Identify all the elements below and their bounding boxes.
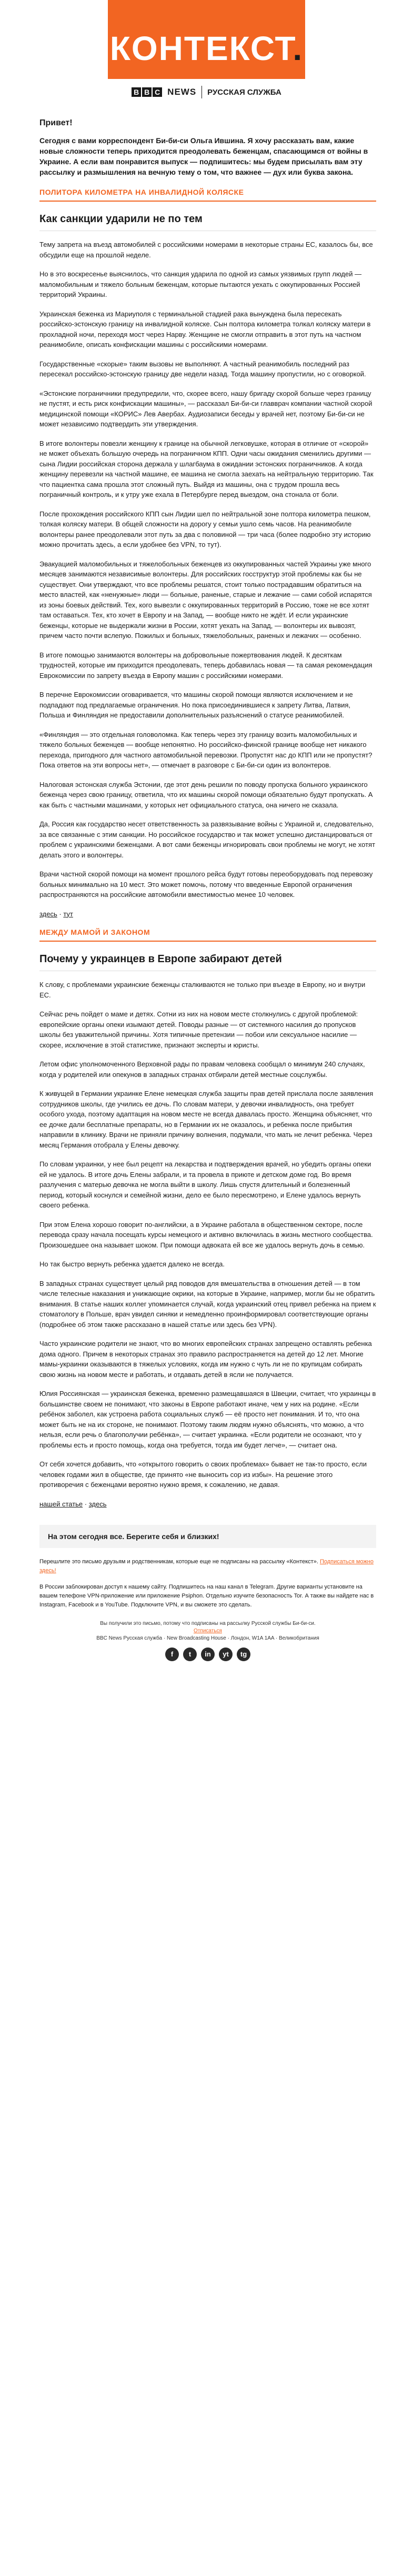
link-here[interactable]: здесь bbox=[39, 910, 57, 918]
article-body bbox=[39, 239, 376, 919]
paragraph: В западных странах существует целый ряд поводов для вмешательства в отношения детей — в том числе телесные наказания и унижающие окрики, на которые в Украине, например, могли бы не обратить внимания. В статье наших коллег упоминается случай, когда украинский отец привел ребенка на прием к стоматологу в Польше, врач увидел синяки и немедленно проинформировал соответствующие органы (подробнее об этом также рассказано в нашей статье или здесь без VPN). bbox=[39, 1279, 376, 1329]
paragraph: При этом Елена хорошо говорит по-английски, а в Украине работала в общественном секторе, после перевода сразу начала посещать курсы немецкого и активно включилась в жизнь местного сообщества. Произошедшее она называет шоком. При помощи адвоката ей все же удалось вернуть дочь в семью. bbox=[39, 1220, 373, 1249]
link-here[interactable]: здесь bbox=[88, 1500, 107, 1508]
paragraph: Врачи частной скорой помощи на момент прошлого рейса будут готовы переоборудовать под перевозку больных минимально на 10 мест. Это может помочь, потому что введенные Европой ограничения распространяются на российские автомобили вместимостью менее 10 человек. bbox=[39, 870, 373, 898]
article-body bbox=[39, 980, 376, 1509]
paragraph: «Эстонские пограничники предупредили, что, скорее всего, нашу бригаду скорой больше через границу не пустят, и есть риск конфискации машины», — рассказал Би-би-си главврач компании частной скорой медицинской помощи «КОРИС» Лев Авербах. Аудиозаписи беседы у врачей нет, поэтому Би-би-си не может независимо подтвердить эти утверждения. bbox=[39, 389, 372, 428]
bbc-branding bbox=[108, 84, 305, 100]
paragraph: Да, Россия как государство несет ответственность за развязывание войны с Украиной и, следовательно, за все связанные с этим санкции. Но российское государство и так может успешно дистанцироваться от проблем с украинскими беженцами. А вот сами беженцы игнорировать свои проблемы не могут, не хотят делать этого и волонтеры. bbox=[39, 820, 376, 859]
greeting: Привет! bbox=[39, 118, 73, 127]
social-links bbox=[39, 1648, 376, 1661]
main-content bbox=[39, 118, 376, 1666]
service-label: РУССКАЯ СЛУЖБА bbox=[207, 87, 281, 97]
paragraph: После прохождения российского КПП сын Лидии шел по нейтральной зоне полтора километра пешком, толкая коляску матери. В общей сложности на дорогу у семьи ушло семь часов. На реанимобиле волонтеры ранее преодолевали этот путь за два с половиной — три часа (более подробно эту историю можно прочитать здесь, а если удобнее без VPN, то тут). bbox=[39, 510, 371, 548]
youtube-icon[interactable]: yt bbox=[219, 1648, 233, 1661]
paragraph: Летом офис уполномоченного Верховной рады по правам человека сообщал о минимум 240 случаях, когда у родителей или опекунов в западных странах отбирали детей местные соцслужбы. bbox=[39, 1060, 365, 1079]
address: BBC News Русская служба · New Broadcasting House · Лондон, W1A 1AA · Великобритания bbox=[96, 1635, 319, 1641]
section-tag: ПОЛИТОРА КИЛОМЕТРА НА ИНВАЛИДНОЙ КОЛЯСКЕ bbox=[39, 188, 376, 202]
paragraph: От себя хочется добавить, что «открытого говорить о своих проблемах» бывает не так-то просто, если человек годами жил в обществе, где принято «не выносить сор из избы». На решение этого противоречия с беженцами вероятно нужно время, к сожалению, не давая. bbox=[39, 1460, 367, 1489]
paragraph: Тему запрета на въезд автомобилей с российскими номерами в некоторые страны ЕС, казалось бы, все обсудили еще на прошлой неделе. bbox=[39, 241, 373, 259]
logo-text: КОНТЕКСТ. bbox=[109, 29, 304, 67]
article-links: здесь · тут bbox=[39, 910, 73, 918]
link-there[interactable]: тут bbox=[63, 910, 73, 918]
share-text: Перешлите это письмо друзьям и родственникам, которые еще не подписаны на рассылку «Контекст». bbox=[39, 1559, 318, 1565]
twitter-icon[interactable]: t bbox=[183, 1648, 197, 1661]
paragraph: Но в это воскресенье выяснилось, что санкция ударила по одной из самых уязвимых групп людей — маломобильным и тяжело больным беженцам, которые пытаются уехать с оккупированных Россией территорий Украины. bbox=[39, 270, 362, 298]
bbc-letter: C bbox=[153, 87, 162, 97]
logo[interactable] bbox=[108, 16, 305, 79]
share-note bbox=[39, 1557, 376, 1575]
paragraph: К живущей в Германии украинке Елене немецкая служба защиты прав детей прислала после заявления сотрудников школы, где учились ее дочь. По словам матери, у девочки инвалидность, она требует особого ухода, поэтому адаптация на новом месте не всегда давалась просто. Женщина объясняет, что ее дочке дали бесплатные препараты, но в Германии их не оказалось, и ребенка после прибытия направили в клинику. Врачи не приняли причину волнения, подумали, что мать не лечит ребенка. Через месяц Германия отобрала у Елены девочку. bbox=[39, 1090, 374, 1149]
unsubscribe-link[interactable]: Отписаться bbox=[194, 1628, 222, 1634]
closing-box: На этом сегодня все. Берегите себя и близких! bbox=[39, 1525, 376, 1548]
article-title: Как санкции ударили не по тем bbox=[39, 209, 376, 231]
paragraph: К слову, с проблемами украинские беженцы сталкиваются не только при въезде в Европу, но и внутри ЕС. bbox=[39, 981, 366, 999]
paragraph: Но так быстро вернуть ребенка удается далеко не всегда. bbox=[39, 1260, 225, 1268]
paragraph: Сейчас речь пойдет о маме и детях. Сотни из них на новом месте столкнулись с другой проблемой: европейские органы опеки изымают детей. Поводы разные — от системного насилия до пропусков школы без уважительной причины. Хотя типичные претензии — побои или сексуальное насилие — скорее, исключение в этой статистике, признают эксперты и юристы. bbox=[39, 1010, 358, 1049]
paragraph: По словам украинки, у нее был рецепт на лекарства и подтверждения врачей, но убедить органы опеки ей не удалось. В итоге дочь Елены забрали, и та провела в приюте и детском доме год. Во время разлучения с матерью девочка не могла выйти в школу. Лишь спустя длительный и болезненный период, который коснулся и семейной жизни, дело ее было пересмотрено, и Елене удалось вернуть своего ребенка. bbox=[39, 1160, 371, 1209]
subscription-notice: Вы получили это письмо, потому что подписаны на рассылку Русской службы Би-би-си. bbox=[100, 1621, 316, 1626]
facebook-icon[interactable]: f bbox=[165, 1648, 179, 1661]
paragraph: Юлия Россиянская — украинская беженка, временно размещавшаяся в Швеции, считает, что украинцы в большинстве своем не понимают, что законы в Европе работают иначе, чем у них на родине. «Если ребёнок заболел, как устроена работа социальных служб — её просто нет понимания. И то, что она может быть не на их стороне, не понимают. Поэтому таким людям нужно объяснять, что можно, а что нельзя, если речь о благополучии ребёнка», — считает украинка. «Если родители не осознают, что у проблемы есть и просто помощь, когда она требуется, тогда им будет легче», — считает она. bbox=[39, 1390, 376, 1449]
footer-meta bbox=[39, 1620, 376, 1661]
article-links: нашей статье · здесь bbox=[39, 1500, 107, 1508]
telegram-icon[interactable]: tg bbox=[237, 1648, 250, 1661]
paragraph: В итоге волонтеры повезли женщину к границе на обычной легковушке, которая в отличие от «скорой» не может объехать большую очередь на пограничном КПП. Одни часы ожидания сменились другими — сына Лидии российская сторона держала у шлагбаума в ожидании эстонских пограничников. А когда женщину перевезли на частной машине, ее машина не смогла заехать на нейтральную территорию. Так что пациентка сама прошла этот сложный путь. Выйдя из машины, она с трудом прошла весь пограничный контроль, и к утру уже ехала в Петербурге перед выездом, она стонала от боли. bbox=[39, 439, 374, 498]
paragraph: Украинская беженка из Мариуполя с терминальной стадией рака вынуждена была пересекать российско-эстонскую границу на инвалидной коляске. Сын полтора километра толкал коляску матери в прохладной ночи, переходя мост через Нарву. Женщине не смогли отправить в этот путь на частном реанимобиле, описать конфискации машины с российскими номерами. bbox=[39, 309, 371, 348]
instagram-icon[interactable]: in bbox=[201, 1648, 215, 1661]
paragraph: В перечне Еврокомиссии оговаривается, что машины скорой помощи являются исключением и не подпадают под предлагаемые ограничения. Но пока присоединившиеся к запрету Литва, Латвия, Польша и Финляндия не предоставили дополнительных разъяснений о статусе реанимобилей. bbox=[39, 691, 353, 719]
link-article[interactable]: нашей статье bbox=[39, 1500, 83, 1508]
news-label: NEWS bbox=[167, 87, 197, 97]
bbc-letter: B bbox=[132, 87, 141, 97]
vpn-note: В России заблокирован доступ к нашему сайту. Подпишитесь на наш канал в Telegram. Другие варианты установите на вашем телефоне VPN-приложение или приложение Psiphon. Отдельно изучите безопасность Tor. А также вы найдете нас в Instagram, Facebook и в YouTube. Подключите VPN, и вы сможете это сделать. bbox=[39, 1584, 374, 1608]
bbc-letter: B bbox=[142, 87, 152, 97]
paragraph: Налоговая эстонская служба Эстонии, где этот день решили по поводу пропуска больного украинского беженца через свою границу, ответила, что их машины скорой помощи обязательно будут пропускать. А как быть с частными машинами, у которых нет официального статуса, она ничего не сказала. bbox=[39, 780, 373, 809]
subscribe-link[interactable]: Подписаться можно здесь! bbox=[39, 1559, 374, 1574]
paragraph: Часто украинские родители не знают, что во многих европейских странах запрещено оставлять ребенка дома одного. Причем в некоторых странах это правило распространяется на детей до 12 лет. Многие мамы-украинки оказываются в тяжелых условиях, когда им нужно с чуть ли не по крупицам собирать свою жизнь на новом месте и работать, и отдавать детей в ясли не получается. bbox=[39, 1340, 372, 1379]
bbc-logo bbox=[132, 87, 162, 97]
article-title: Почему у украинцев в Европе забирают детей bbox=[39, 949, 376, 971]
section-tag: МЕЖДУ МАМОЙ И ЗАКОНОМ bbox=[39, 928, 376, 942]
intro-paragraph: Сегодня с вами корреспондент Би-би-си Ольга Ившина. Я хочу рассказать вам, какие новые сложности теперь приходится преодолевать беженцам, спасающимся от войны в Украине. А если вам понравится выпуск — подпишитесь: мы будем присылать вам эту рассылку и размышления на вечную тему о том, что важнее — дух или буква закона. bbox=[39, 136, 368, 176]
paragraph: В итоге помощью занимаются волонтеры на добровольные пожертвования людей. К десяткам трудностей, которые им приходится преодолевать, теперь добавилась новая — та самая рекомендация Еврокомиссии по запрету въезда в Европу машин с российскими номерами. bbox=[39, 651, 372, 680]
paragraph: Эвакуацией маломобильных и тяжелобольных беженцев из оккупированных частей Украины уже много месяцев занимаются независимые волонтеры. Для российских госструктур этой проблемы как бы не существует. Они утверждают, что все проблемы решатся, стоит только пострадавшим обратиться на место властей, как «ненужные» люди — больные, раненые, старые и лежачие — сами собой испарятся из зоны боевых действий. Тех, кого вывезли с оккупированных территорий в Россию, тоже не все хотят там оставаться. Тех, кто хочет в Европу и на Запад, — вообще никто не ждёт. И если украинские беженцы, которые не выдержали жизни в России, хотят уехать на Запад, — волонтеры их вывозят, причем часто почти вслепую. Пожилых и больных, тяжелобольных, раненых и лежачих — особенно. bbox=[39, 560, 372, 640]
paragraph: Государственные «скорые» таким вызовы не выполняют. А частный реанимобиль последний раз пересекал российско-эстонскую границу две недели назад. Тогда машину пропустили, но с оговоркой. bbox=[39, 360, 366, 378]
paragraph: «Финляндия — это отдельная головоломка. Как теперь через эту границу возить маломобильных и тяжело больных беженцев — вообще непонятно. Но российско-финской границе вообще нет никакого перехода, пригодного для частного автомобильной перевозки. Пропустят нас до КПП или не пропустят? Пока ответов на эти вопросы нет», — отмечает в разговоре с Би-би-си один из волонтеров. bbox=[39, 730, 372, 769]
